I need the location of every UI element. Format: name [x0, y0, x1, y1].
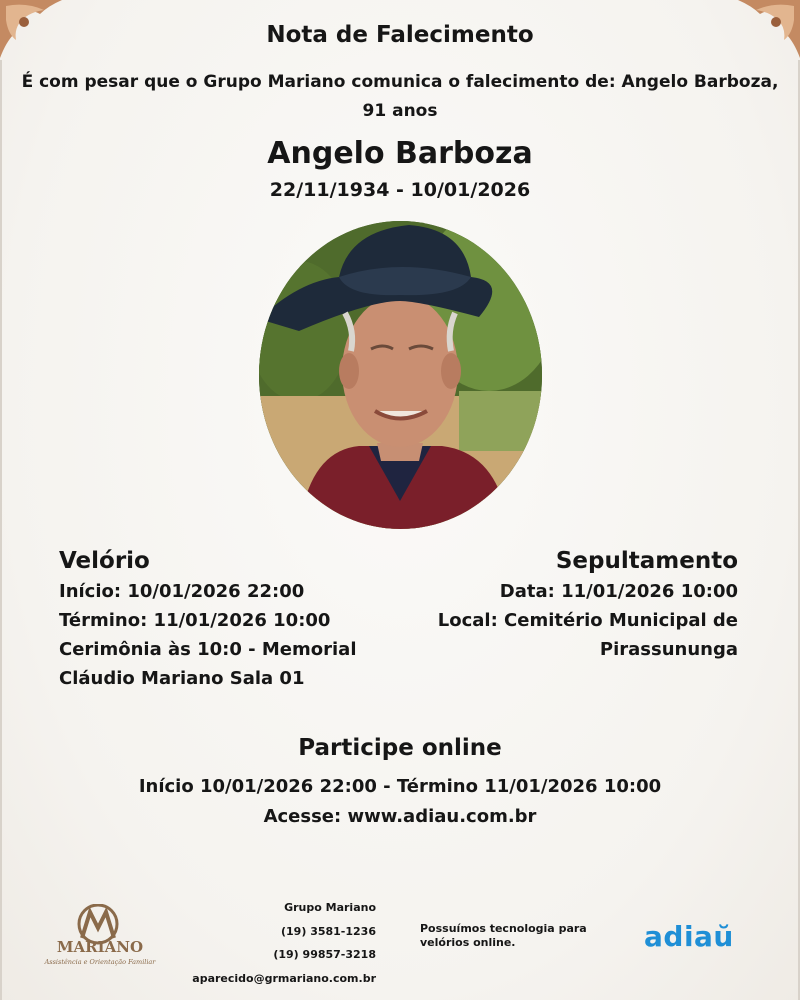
tech-note: Possuímos tecnologia para velórios online. — [420, 922, 587, 949]
phone-link[interactable]: (19) 3581-1236 — [281, 924, 376, 938]
online-site-link[interactable]: Acesse: www.adiau.com.br — [263, 806, 537, 827]
velorio-heading: Velório — [59, 548, 150, 574]
velorio-line: Término: 11/01/2026 10:00 — [59, 610, 331, 631]
company-name: Grupo Mariano — [284, 901, 376, 914]
sepultamento-heading: Sepultamento — [555, 548, 738, 574]
velorio-line: Início: 10/01/2026 22:00 — [59, 581, 305, 602]
velorio-line: Cerimônia às 10:0 - Memorial — [59, 639, 357, 660]
deceased-name: Angelo Barboza — [267, 136, 533, 171]
page-title: Nota de Falecimento — [266, 22, 534, 48]
email-link[interactable]: aparecido@grmariano.com.br — [192, 971, 376, 985]
sepultamento-line: Data: 11/01/2026 10:00 — [499, 581, 738, 602]
deceased-dates: 22/11/1934 - 10/01/2026 — [269, 179, 531, 201]
contact-block — [192, 896, 376, 990]
online-times: Início 10/01/2026 22:00 - Término 11/01/2026 10:00 — [138, 776, 662, 797]
deceased-photo — [259, 221, 542, 529]
sepultamento-line: Local: Cemitério Municipal de — [437, 610, 738, 631]
phone-link[interactable]: (19) 99857-3218 — [273, 948, 376, 961]
announcement-text: É com pesar que o Grupo Mariano comunica o falecimento de: Angelo Barboza, 91 anos — [21, 72, 779, 121]
velorio-line: Cláudio Mariano Sala 01 — [59, 668, 305, 689]
adiau-logo: adiaŭ — [644, 920, 734, 953]
logo-brand: MARIANO — [56, 938, 144, 956]
frame-edge — [0, 60, 2, 1000]
mariano-logo — [44, 904, 156, 970]
online-heading: Participe online — [298, 735, 502, 761]
logo-tagline: Assistência e Orientação Familiar — [44, 958, 156, 966]
sepultamento-line: Pirassununga — [599, 639, 738, 660]
